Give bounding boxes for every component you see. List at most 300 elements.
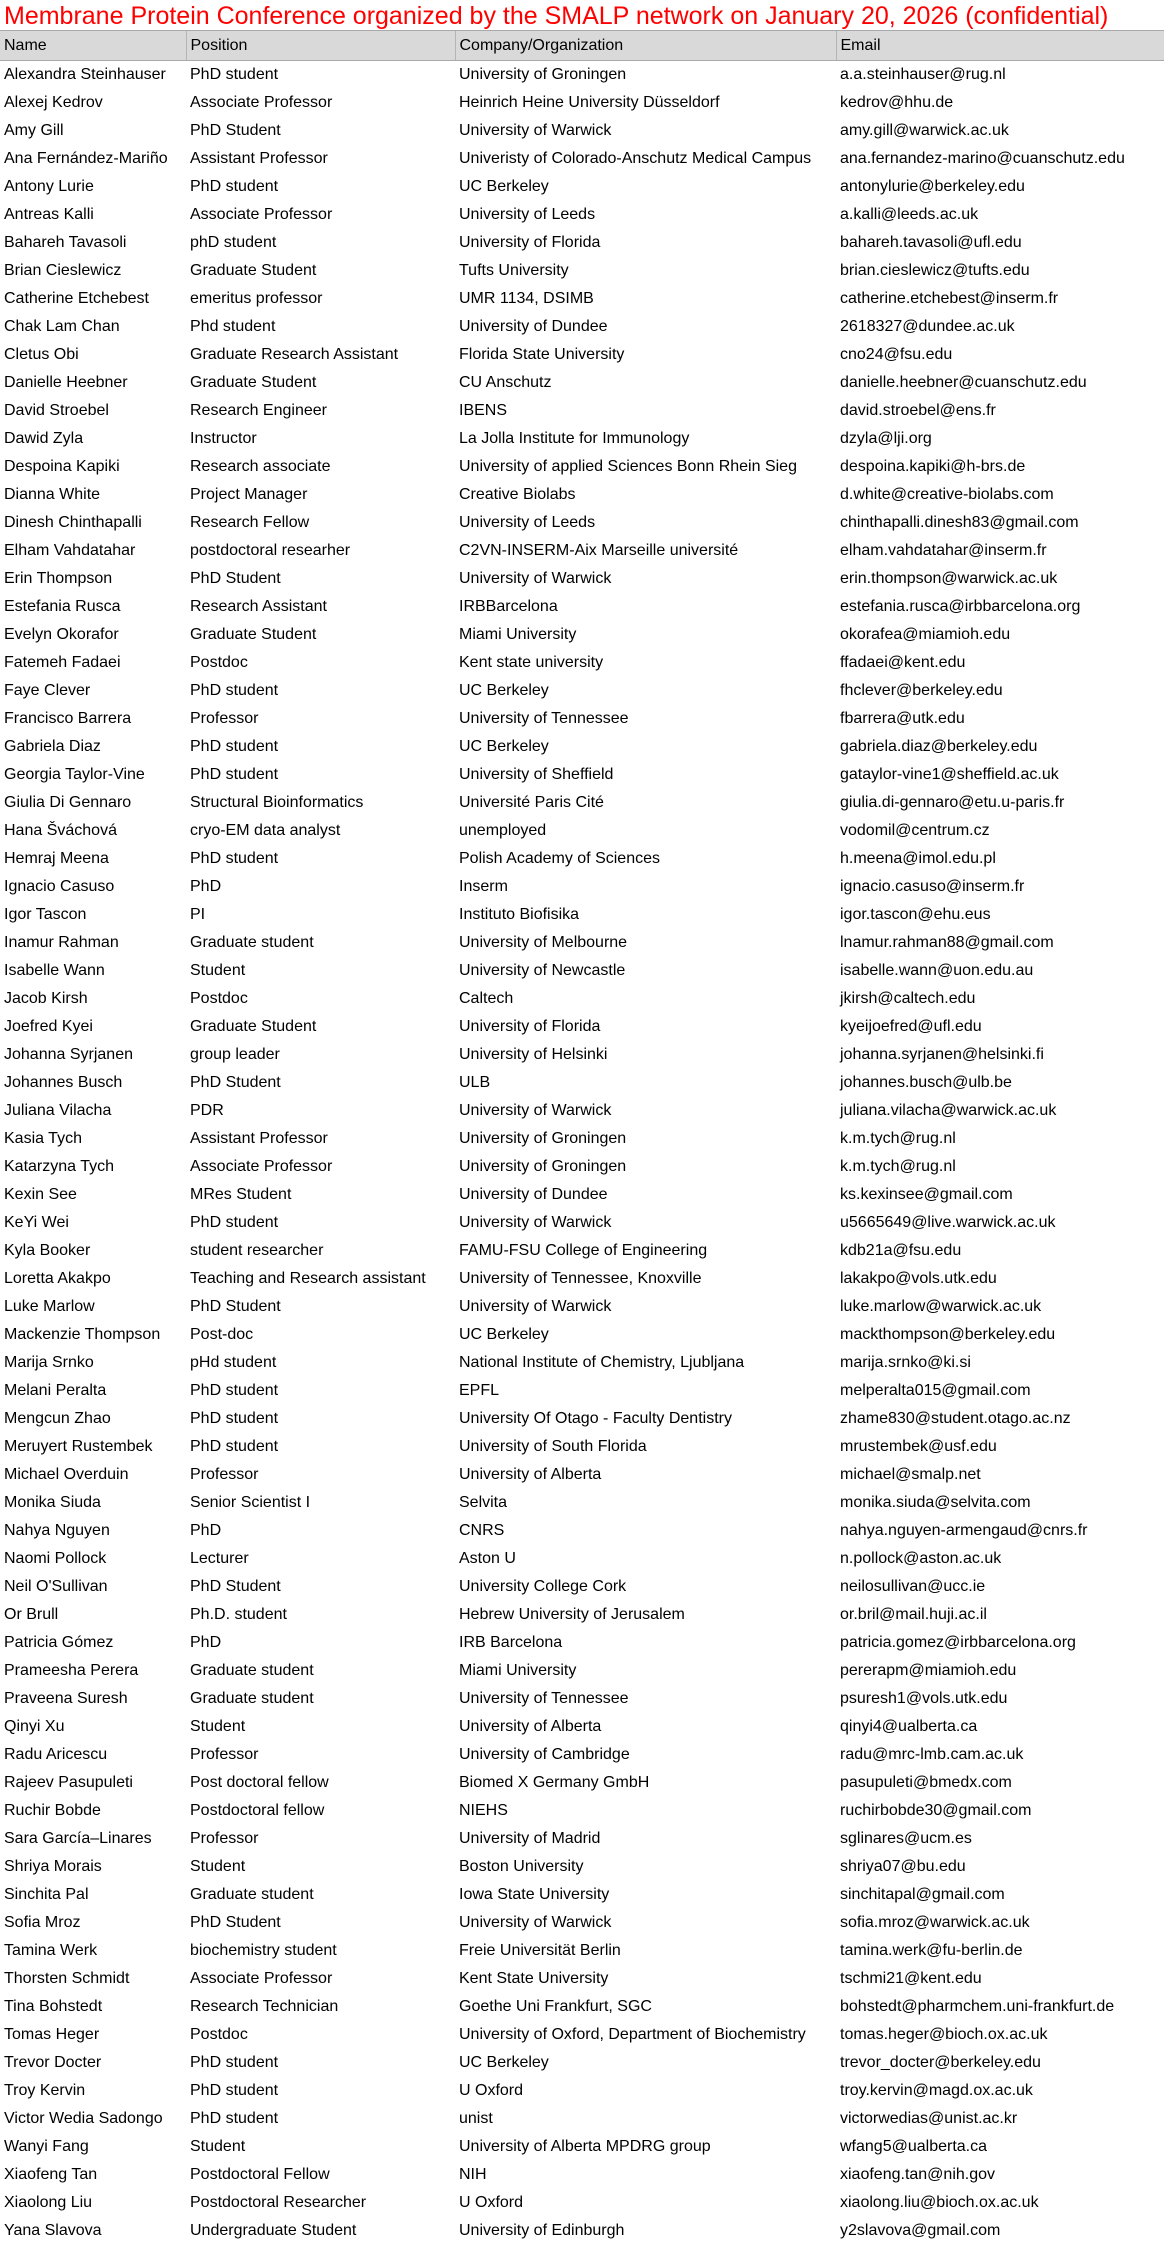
name-cell[interactable]: Dianna White (4, 486, 101, 503)
name-cell[interactable]: KeYi Wei (4, 1214, 69, 1231)
name-cell[interactable]: Tamina Werk (4, 1942, 98, 1959)
organization-cell[interactable]: University of Leeds (459, 206, 596, 223)
name-cell[interactable]: Giulia Di Gennaro (4, 794, 132, 811)
position-cell[interactable]: Postdoctoral fellow (190, 1802, 325, 1819)
email-cell[interactable]: sglinares@ucm.es (840, 1830, 972, 1847)
position-cell[interactable]: Lecturer (190, 1550, 249, 1567)
position-cell[interactable]: cryo-EM data analyst (190, 822, 341, 839)
email-cell[interactable]: troy.kervin@magd.ox.ac.uk (840, 2082, 1033, 2099)
email-cell[interactable]: nahya.nguyen-armengaud@cnrs.fr (840, 1522, 1088, 1539)
email-cell[interactable]: chinthapalli.dinesh83@gmail.com (840, 514, 1079, 531)
organization-cell[interactable]: University of Warwick (459, 1102, 612, 1119)
name-cell[interactable]: Neil O'Sullivan (4, 1578, 108, 1595)
organization-cell[interactable]: UC Berkeley (459, 2054, 549, 2071)
organization-cell[interactable]: Florida State University (459, 346, 625, 363)
email-cell[interactable]: igor.tascon@ehu.eus (840, 906, 991, 923)
position-cell[interactable]: Associate Professor (190, 94, 333, 111)
email-cell[interactable]: antonylurie@berkeley.edu (840, 178, 1025, 195)
name-cell[interactable]: Qinyi Xu (4, 1718, 65, 1735)
organization-cell[interactable]: UC Berkeley (459, 738, 549, 755)
name-cell[interactable]: Estefania Rusca (4, 598, 121, 615)
email-cell[interactable]: okorafea@miamioh.edu (840, 626, 1011, 643)
email-cell[interactable]: sofia.mroz@warwick.ac.uk (840, 1914, 1030, 1931)
position-cell[interactable]: PI (190, 906, 206, 923)
column-header-position[interactable]: Position (186, 31, 455, 61)
organization-cell[interactable]: Miami University (459, 626, 577, 643)
organization-cell[interactable]: Polish Academy of Sciences (459, 850, 660, 867)
organization-cell[interactable]: University of Madrid (459, 1830, 601, 1847)
position-cell[interactable]: PhD student (190, 766, 279, 783)
name-cell[interactable]: Loretta Akakpo (4, 1270, 111, 1287)
position-cell[interactable]: Postdoc (190, 2026, 248, 2043)
organization-cell[interactable]: Caltech (459, 990, 514, 1007)
name-cell[interactable]: Troy Kervin (4, 2082, 86, 2099)
name-cell[interactable]: Luke Marlow (4, 1298, 95, 1315)
email-cell[interactable]: mackthompson@berkeley.edu (840, 1326, 1056, 1343)
position-cell[interactable]: PhD Student (190, 122, 281, 139)
position-cell[interactable]: phD student (190, 234, 277, 251)
organization-cell[interactable]: UMR 1134, DSIMB (459, 290, 594, 307)
name-cell[interactable]: Isabelle Wann (4, 962, 105, 979)
name-cell[interactable]: Sinchita Pal (4, 1886, 89, 1903)
position-cell[interactable]: Research Engineer (190, 402, 327, 419)
organization-cell[interactable]: University of South Florida (459, 1438, 647, 1455)
organization-cell[interactable]: U Oxford (459, 2194, 524, 2211)
position-cell[interactable]: postdoctoral researher (190, 542, 351, 559)
email-cell[interactable]: johanna.syrjanen@helsinki.fi (840, 1046, 1044, 1063)
name-cell[interactable]: Yana Slavova (4, 2222, 102, 2239)
email-cell[interactable]: isabelle.wann@uon.edu.au (840, 962, 1034, 979)
position-cell[interactable]: PhD (190, 1634, 222, 1651)
name-cell[interactable]: Georgia Taylor-Vine (4, 766, 145, 783)
email-cell[interactable]: kyeijoefred@ufl.edu (840, 1018, 982, 1035)
position-cell[interactable]: Graduate student (190, 1886, 314, 1903)
organization-cell[interactable]: EPFL (459, 1382, 500, 1399)
email-cell[interactable]: erin.thompson@warwick.ac.uk (840, 570, 1058, 587)
organization-cell[interactable]: University of Cambridge (459, 1746, 630, 1763)
email-cell[interactable]: brian.cieslewicz@tufts.edu (840, 262, 1030, 279)
email-cell[interactable]: tamina.werk@fu-berlin.de (840, 1942, 1023, 1959)
column-header-organization[interactable]: Company/Organization (455, 31, 836, 61)
organization-cell[interactable]: IRB Barcelona (459, 1634, 563, 1651)
position-cell[interactable]: Graduate Student (190, 626, 317, 643)
position-cell[interactable]: Student (190, 1718, 246, 1735)
organization-cell[interactable]: University of Newcastle (459, 962, 626, 979)
email-cell[interactable]: juliana.vilacha@warwick.ac.uk (840, 1102, 1057, 1119)
position-cell[interactable]: Student (190, 2138, 246, 2155)
name-cell[interactable]: Amy Gill (4, 122, 64, 139)
organization-cell[interactable]: Miami University (459, 1662, 577, 1679)
organization-cell[interactable]: University of Warwick (459, 570, 612, 587)
position-cell[interactable]: Professor (190, 1830, 259, 1847)
email-cell[interactable]: y2slavova@gmail.com (840, 2222, 1001, 2239)
position-cell[interactable]: PhD student (190, 2054, 279, 2071)
email-cell[interactable]: ignacio.casuso@inserm.fr (840, 878, 1025, 895)
email-cell[interactable]: wfang5@ualberta.ca (840, 2138, 987, 2155)
position-cell[interactable]: PhD student (190, 2110, 279, 2127)
name-cell[interactable]: Fatemeh Fadaei (4, 654, 121, 671)
name-cell[interactable]: Antreas Kalli (4, 206, 94, 223)
email-cell[interactable]: danielle.heebner@cuanschutz.edu (840, 374, 1087, 391)
organization-cell[interactable]: University of Oxford, Department of Biochemistry (459, 2026, 806, 2043)
email-cell[interactable]: k.m.tych@rug.nl (840, 1130, 956, 1147)
email-cell[interactable]: shriya07@bu.edu (840, 1858, 966, 1875)
organization-cell[interactable]: Iowa State University (459, 1886, 610, 1903)
email-cell[interactable]: bohstedt@pharmchem.uni-frankfurt.de (840, 1998, 1115, 2015)
email-cell[interactable]: ruchirbobde30@gmail.com (840, 1802, 1032, 1819)
position-cell[interactable]: Project Manager (190, 486, 308, 503)
position-cell[interactable]: Postdoc (190, 654, 248, 671)
name-cell[interactable]: Igor Tascon (4, 906, 87, 923)
email-cell[interactable]: n.pollock@aston.ac.uk (840, 1550, 1002, 1567)
name-cell[interactable]: Francisco Barrera (4, 710, 132, 727)
position-cell[interactable]: Associate Professor (190, 206, 333, 223)
position-cell[interactable]: PhD Student (190, 1298, 281, 1315)
name-cell[interactable]: Marija Srnko (4, 1354, 94, 1371)
position-cell[interactable]: PhD student (190, 2082, 279, 2099)
position-cell[interactable]: Graduate student (190, 1662, 314, 1679)
email-cell[interactable]: mrustembek@usf.edu (840, 1438, 997, 1455)
organization-cell[interactable]: Goethe Uni Frankfurt, SGC (459, 1998, 652, 2015)
position-cell[interactable]: Student (190, 1858, 246, 1875)
name-cell[interactable]: Tomas Heger (4, 2026, 100, 2043)
name-cell[interactable]: Gabriela Diaz (4, 738, 101, 755)
position-cell[interactable]: PhD (190, 878, 222, 895)
email-cell[interactable]: pasupuleti@bmedx.com (840, 1774, 1012, 1791)
sheet-title[interactable]: Membrane Protein Conference organized by the SMALP network on January 20, 2026 (confidential) (4, 2, 1109, 30)
position-cell[interactable]: PhD student (190, 1410, 279, 1427)
email-cell[interactable]: tschmi21@kent.edu (840, 1970, 982, 1987)
name-cell[interactable]: Melani Peralta (4, 1382, 107, 1399)
name-cell[interactable]: Wanyi Fang (4, 2138, 89, 2155)
name-cell[interactable]: Ignacio Casuso (4, 878, 115, 895)
name-cell[interactable]: Patricia Gómez (4, 1634, 114, 1651)
name-cell[interactable]: David Stroebel (4, 402, 109, 419)
name-cell[interactable]: Jacob Kirsh (4, 990, 88, 1007)
organization-cell[interactable]: University of applied Sciences Bonn Rhein Sieg (459, 458, 797, 475)
email-cell[interactable]: k.m.tych@rug.nl (840, 1158, 956, 1175)
name-cell[interactable]: Johanna Syrjanen (4, 1046, 133, 1063)
name-cell[interactable]: Inamur Rahman (4, 934, 119, 951)
organization-cell[interactable]: University of Tennessee, Knoxville (459, 1270, 702, 1287)
email-cell[interactable]: catherine.etchebest@inserm.fr (840, 290, 1059, 307)
email-cell[interactable]: patricia.gomez@irbbarcelona.org (840, 1634, 1076, 1651)
position-cell[interactable]: Postdoc (190, 990, 248, 1007)
organization-cell[interactable]: Selvita (459, 1494, 508, 1511)
organization-cell[interactable]: Freie Universität Berlin (459, 1942, 621, 1959)
name-cell[interactable]: Tina Bohstedt (4, 1998, 103, 2015)
name-cell[interactable]: Thorsten Schmidt (4, 1970, 130, 1987)
position-cell[interactable]: Professor (190, 1746, 259, 1763)
position-cell[interactable]: Graduate student (190, 934, 314, 951)
organization-cell[interactable]: Université Paris Cité (459, 794, 604, 811)
email-cell[interactable]: radu@mrc-lmb.cam.ac.uk (840, 1746, 1024, 1763)
name-cell[interactable]: Bahareh Tavasoli (4, 234, 127, 251)
organization-cell[interactable]: University of Tennessee (459, 1690, 629, 1707)
email-cell[interactable]: fbarrera@utk.edu (840, 710, 965, 727)
name-cell[interactable]: Kexin See (4, 1186, 77, 1203)
position-cell[interactable]: Student (190, 962, 246, 979)
name-cell[interactable]: Faye Clever (4, 682, 91, 699)
organization-cell[interactable]: University of Warwick (459, 1214, 612, 1231)
organization-cell[interactable]: Univeristy of Colorado-Anschutz Medical Campus (459, 150, 812, 167)
organization-cell[interactable]: CNRS (459, 1522, 505, 1539)
position-cell[interactable]: Instructor (190, 430, 257, 447)
organization-cell[interactable]: University of Dundee (459, 1186, 608, 1203)
email-cell[interactable]: a.a.steinhauser@rug.nl (840, 66, 1006, 83)
email-cell[interactable]: cno24@fsu.edu (840, 346, 953, 363)
position-cell[interactable]: Postdoctoral Researcher (190, 2194, 367, 2211)
email-cell[interactable]: gataylor-vine1@sheffield.ac.uk (840, 766, 1059, 783)
position-cell[interactable]: group leader (190, 1046, 280, 1063)
position-cell[interactable]: Graduate student (190, 1690, 314, 1707)
email-cell[interactable]: sinchitapal@gmail.com (840, 1886, 1005, 1903)
organization-cell[interactable]: University of Leeds (459, 514, 596, 531)
position-cell[interactable]: PhD student (190, 1382, 279, 1399)
name-cell[interactable]: Alexej Kedrov (4, 94, 103, 111)
position-cell[interactable]: Associate Professor (190, 1970, 333, 1987)
organization-cell[interactable]: National Institute of Chemistry, Ljubljana (459, 1354, 745, 1371)
position-cell[interactable]: emeritus professor (190, 290, 323, 307)
email-cell[interactable]: h.meena@imol.edu.pl (840, 850, 996, 867)
name-cell[interactable]: Rajeev Pasupuleti (4, 1774, 133, 1791)
position-cell[interactable]: PhD student (190, 1438, 279, 1455)
position-cell[interactable]: Ph.D. student (190, 1606, 287, 1623)
organization-cell[interactable]: unemployed (459, 822, 547, 839)
email-cell[interactable]: michael@smalp.net (840, 1466, 981, 1483)
organization-cell[interactable]: Aston U (459, 1550, 516, 1567)
position-cell[interactable]: PhD student (190, 1214, 279, 1231)
email-cell[interactable]: zhame830@student.otago.ac.nz (840, 1410, 1071, 1427)
name-cell[interactable]: Mackenzie Thompson (4, 1326, 161, 1343)
name-cell[interactable]: Sofia Mroz (4, 1914, 81, 1931)
organization-cell[interactable]: Hebrew University of Jerusalem (459, 1606, 685, 1623)
organization-cell[interactable]: UC Berkeley (459, 1326, 549, 1343)
organization-cell[interactable]: La Jolla Institute for Immunology (459, 430, 690, 447)
email-cell[interactable]: giulia.di-gennaro@etu.u-paris.fr (840, 794, 1065, 811)
position-cell[interactable]: Graduate Student (190, 374, 317, 391)
email-cell[interactable]: marija.srnko@ki.si (840, 1354, 971, 1371)
email-cell[interactable]: estefania.rusca@irbbarcelona.org (840, 598, 1081, 615)
email-cell[interactable]: monika.siuda@selvita.com (840, 1494, 1031, 1511)
name-cell[interactable]: Mengcun Zhao (4, 1410, 111, 1427)
organization-cell[interactable]: Kent State University (459, 1970, 609, 1987)
email-cell[interactable]: a.kalli@leeds.ac.uk (840, 206, 979, 223)
position-cell[interactable]: PhD Student (190, 1578, 281, 1595)
organization-cell[interactable]: University of Groningen (459, 1158, 627, 1175)
position-cell[interactable]: PhD Student (190, 570, 281, 587)
column-header-name[interactable]: Name (0, 31, 186, 61)
email-cell[interactable]: vodomil@centrum.cz (840, 822, 990, 839)
name-cell[interactable]: Kyla Booker (4, 1242, 91, 1259)
position-cell[interactable]: Assistant Professor (190, 150, 328, 167)
position-cell[interactable]: Assistant Professor (190, 1130, 328, 1147)
column-header-email[interactable]: Email (836, 31, 1164, 61)
name-cell[interactable]: Prameesha Perera (4, 1662, 139, 1679)
email-cell[interactable]: pererapm@miamioh.edu (840, 1662, 1017, 1679)
name-cell[interactable]: Monika Siuda (4, 1494, 101, 1511)
email-cell[interactable]: lakakpo@vols.utk.edu (840, 1270, 997, 1287)
position-cell[interactable]: Post-doc (190, 1326, 254, 1343)
organization-cell[interactable]: C2VN-INSERM-Aix Marseille université (459, 542, 739, 559)
email-cell[interactable]: trevor_docter@berkeley.edu (840, 2054, 1041, 2071)
organization-cell[interactable]: University of Florida (459, 1018, 601, 1035)
position-cell[interactable]: Post doctoral fellow (190, 1774, 329, 1791)
position-cell[interactable]: PhD student (190, 738, 279, 755)
position-cell[interactable]: PhD student (190, 66, 279, 83)
name-cell[interactable]: Juliana Vilacha (4, 1102, 112, 1119)
email-cell[interactable]: elham.vahdatahar@inserm.fr (840, 542, 1047, 559)
organization-cell[interactable]: University of Warwick (459, 122, 612, 139)
name-cell[interactable]: Catherine Etchebest (4, 290, 149, 307)
organization-cell[interactable]: Biomed X Germany GmbH (459, 1774, 650, 1791)
position-cell[interactable]: Research Assistant (190, 598, 327, 615)
email-cell[interactable]: ana.fernandez-marino@cuanschutz.edu (840, 150, 1125, 167)
name-cell[interactable]: Danielle Heebner (4, 374, 128, 391)
name-cell[interactable]: Meruyert Rustembek (4, 1438, 153, 1455)
email-cell[interactable]: d.white@creative-biolabs.com (840, 486, 1054, 503)
organization-cell[interactable]: University of Sheffield (459, 766, 614, 783)
organization-cell[interactable]: University College Cork (459, 1578, 627, 1595)
position-cell[interactable]: Graduate Student (190, 1018, 317, 1035)
organization-cell[interactable]: Kent state university (459, 654, 604, 671)
email-cell[interactable]: psuresh1@vols.utk.edu (840, 1690, 1008, 1707)
name-cell[interactable]: Naomi Pollock (4, 1550, 107, 1567)
organization-cell[interactable]: University of Melbourne (459, 934, 628, 951)
email-cell[interactable]: luke.marlow@warwick.ac.uk (840, 1298, 1042, 1315)
position-cell[interactable]: MRes Student (190, 1186, 292, 1203)
name-cell[interactable]: Hemraj Meena (4, 850, 109, 867)
email-cell[interactable]: neilosullivan@ucc.ie (840, 1578, 986, 1595)
name-cell[interactable]: Hana Šváchová (4, 822, 117, 839)
name-cell[interactable]: Praveena Suresh (4, 1690, 128, 1707)
name-cell[interactable]: Katarzyna Tych (4, 1158, 114, 1175)
email-cell[interactable]: 2618327@dundee.ac.uk (840, 318, 1015, 335)
name-cell[interactable]: Shriya Morais (4, 1858, 102, 1875)
email-cell[interactable]: dzyla@lji.org (840, 430, 932, 447)
name-cell[interactable]: Dawid Zyla (4, 430, 84, 447)
organization-cell[interactable]: ULB (459, 1074, 491, 1091)
organization-cell[interactable]: University of Warwick (459, 1914, 612, 1931)
organization-cell[interactable]: IRBBarcelona (459, 598, 558, 615)
name-cell[interactable]: Ana Fernández-Mariño (4, 150, 168, 167)
organization-cell[interactable]: Boston University (459, 1858, 584, 1875)
email-cell[interactable]: melperalta015@gmail.com (840, 1382, 1031, 1399)
email-cell[interactable]: lnamur.rahman88@gmail.com (840, 934, 1054, 951)
email-cell[interactable]: johannes.busch@ulb.be (840, 1074, 1012, 1091)
position-cell[interactable]: Phd student (190, 318, 276, 335)
name-cell[interactable]: Antony Lurie (4, 178, 94, 195)
name-cell[interactable]: Evelyn Okorafor (4, 626, 119, 643)
position-cell[interactable]: Professor (190, 1466, 259, 1483)
position-cell[interactable]: PhD Student (190, 1074, 281, 1091)
email-cell[interactable]: jkirsh@caltech.edu (840, 990, 976, 1007)
organization-cell[interactable]: unist (459, 2110, 493, 2127)
organization-cell[interactable]: University of Alberta (459, 1466, 602, 1483)
position-cell[interactable]: Associate Professor (190, 1158, 333, 1175)
name-cell[interactable]: Xiaolong Liu (4, 2194, 93, 2211)
organization-cell[interactable]: Creative Biolabs (459, 486, 576, 503)
email-cell[interactable]: xiaofeng.tan@nih.gov (840, 2166, 996, 2183)
position-cell[interactable]: Research Technician (190, 1998, 339, 2015)
email-cell[interactable]: fhclever@berkeley.edu (840, 682, 1003, 699)
organization-cell[interactable]: University of Warwick (459, 1298, 612, 1315)
position-cell[interactable]: Research associate (190, 458, 331, 475)
position-cell[interactable]: biochemistry student (190, 1942, 337, 1959)
email-cell[interactable]: or.bril@mail.huji.ac.il (840, 1606, 987, 1623)
name-cell[interactable]: Alexandra Steinhauser (4, 66, 166, 83)
position-cell[interactable]: pHd student (190, 1354, 277, 1371)
position-cell[interactable]: Postdoctoral Fellow (190, 2166, 330, 2183)
email-cell[interactable]: xiaolong.liu@bioch.ox.ac.uk (840, 2194, 1039, 2211)
email-cell[interactable]: bahareh.tavasoli@ufl.edu (840, 234, 1022, 251)
position-cell[interactable]: PhD student (190, 178, 279, 195)
organization-cell[interactable]: UC Berkeley (459, 682, 549, 699)
email-cell[interactable]: tomas.heger@bioch.ox.ac.uk (840, 2026, 1048, 2043)
organization-cell[interactable]: University of Groningen (459, 1130, 627, 1147)
position-cell[interactable]: Research Fellow (190, 514, 310, 531)
email-cell[interactable]: david.stroebel@ens.fr (840, 402, 996, 419)
position-cell[interactable]: Professor (190, 710, 259, 727)
organization-cell[interactable]: Heinrich Heine University Düsseldorf (459, 94, 720, 111)
position-cell[interactable]: Senior Scientist I (190, 1494, 311, 1511)
email-cell[interactable]: kdb21a@fsu.edu (840, 1242, 962, 1259)
name-cell[interactable]: Erin Thompson (4, 570, 113, 587)
organization-cell[interactable]: University of Edinburgh (459, 2222, 625, 2239)
email-cell[interactable]: kedrov@hhu.de (840, 94, 954, 111)
organization-cell[interactable]: University of Alberta MPDRG group (459, 2138, 711, 2155)
organization-cell[interactable]: FAMU-FSU College of Engineering (459, 1242, 708, 1259)
organization-cell[interactable]: University of Tennessee (459, 710, 629, 727)
email-cell[interactable]: ffadaei@kent.edu (840, 654, 966, 671)
position-cell[interactable]: Teaching and Research assistant (190, 1270, 426, 1287)
organization-cell[interactable]: CU Anschutz (459, 374, 552, 391)
organization-cell[interactable]: Tufts University (459, 262, 569, 279)
email-cell[interactable]: qinyi4@ualberta.ca (840, 1718, 978, 1735)
name-cell[interactable]: Despoina Kapiki (4, 458, 120, 475)
organization-cell[interactable]: IBENS (459, 402, 508, 419)
organization-cell[interactable]: University of Groningen (459, 66, 627, 83)
name-cell[interactable]: Johannes Busch (4, 1074, 123, 1091)
position-cell[interactable]: PDR (190, 1102, 224, 1119)
name-cell[interactable]: Dinesh Chinthapalli (4, 514, 142, 531)
organization-cell[interactable]: NIEHS (459, 1802, 508, 1819)
organization-cell[interactable]: UC Berkeley (459, 178, 549, 195)
email-cell[interactable]: amy.gill@warwick.ac.uk (840, 122, 1009, 139)
name-cell[interactable]: Nahya Nguyen (4, 1522, 110, 1539)
position-cell[interactable]: student researcher (190, 1242, 324, 1259)
name-cell[interactable]: Radu Aricescu (4, 1746, 108, 1763)
name-cell[interactable]: Brian Cieslewicz (4, 262, 122, 279)
email-cell[interactable]: u5665649@live.warwick.ac.uk (840, 1214, 1056, 1231)
name-cell[interactable]: Or Brull (4, 1606, 59, 1623)
position-cell[interactable]: Graduate Research Assistant (190, 346, 399, 363)
email-cell[interactable]: gabriela.diaz@berkeley.edu (840, 738, 1038, 755)
name-cell[interactable]: Xiaofeng Tan (4, 2166, 98, 2183)
organization-cell[interactable]: University of Florida (459, 234, 601, 251)
organization-cell[interactable]: Instituto Biofisika (459, 906, 580, 923)
name-cell[interactable]: Trevor Docter (4, 2054, 102, 2071)
organization-cell[interactable]: University of Helsinki (459, 1046, 608, 1063)
organization-cell[interactable]: Inserm (459, 878, 508, 895)
position-cell[interactable]: Structural Bioinformatics (190, 794, 364, 811)
name-cell[interactable]: Elham Vahdatahar (4, 542, 136, 559)
organization-cell[interactable]: NIH (459, 2166, 487, 2183)
organization-cell[interactable]: U Oxford (459, 2082, 524, 2099)
organization-cell[interactable]: University of Dundee (459, 318, 608, 335)
name-cell[interactable]: Ruchir Bobde (4, 1802, 101, 1819)
organization-cell[interactable]: University of Alberta (459, 1718, 602, 1735)
